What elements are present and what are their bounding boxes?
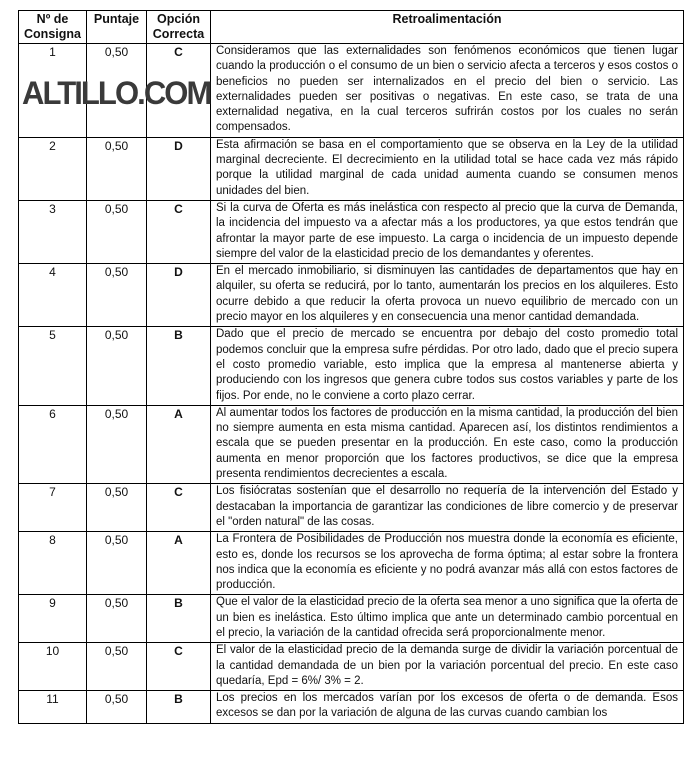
table-header — [19, 11, 684, 44]
correct-option-cell: D — [147, 137, 211, 200]
feedback-cell: Los fisiócratas sostenían que el desarrollo no requería de la intervención del Estado y destacaban la importancia de garantizar las condiciones de libre comercio y de preservar el "orden natural" de las cosas. — [211, 484, 684, 532]
feedback-cell: El valor de la elasticidad precio de la demanda surge de dividir la variación porcentual de la cantidad demandada de un bien por la variación porcentual del precio. En este caso quedaría, Epd = 6%/ 3% = 2. — [211, 643, 684, 691]
correct-option-cell: C — [147, 643, 211, 691]
score-cell: 0,50 — [87, 532, 147, 595]
correct-option-cell: B — [147, 691, 211, 724]
score-cell: 0,50 — [87, 484, 147, 532]
consigna-number-cell: 3 — [19, 200, 87, 263]
header-row — [19, 11, 684, 44]
exam-feedback-table — [18, 10, 684, 724]
table-row — [19, 595, 684, 643]
score-cell: 0,50 — [87, 200, 147, 263]
table-row — [19, 264, 684, 327]
table-row — [19, 532, 684, 595]
correct-option-cell: B — [147, 595, 211, 643]
consigna-number-cell: 1 — [19, 44, 87, 138]
feedback-cell: Consideramos que las externalidades son fenómenos económicos que tienen lugar cuando la producción o el consumo de un bien o servicio afecta a terceros y esos costos o beneficios no pueden ser internalizados en el precio del bien o servicio. Las externalidades pueden ser positivas o negativas. En este caso, se trata de una externalidad negativa, en la cual terceros sufrirán costos por los cuales no serán compensados. — [211, 44, 684, 138]
consigna-number-cell: 9 — [19, 595, 87, 643]
score-cell: 0,50 — [87, 44, 147, 138]
correct-option-cell: C — [147, 200, 211, 263]
correct-option-cell: A — [147, 405, 211, 483]
column-header-puntaje: Puntaje — [87, 11, 147, 44]
feedback-cell: En el mercado inmobiliario, si disminuyen las cantidades de departamentos que hay en alquiler, su oferta se reducirá, por lo tanto, aumentarán los precios en los alquileres. Esto ocurre debido a que reducir la oferta provoca un nuevo equilibrio de mercado con un precio mayor en los alquileres y en consecuencia una menor cantidad demandada. — [211, 264, 684, 327]
correct-option-cell: D — [147, 264, 211, 327]
consigna-number-cell: 7 — [19, 484, 87, 532]
score-cell: 0,50 — [87, 643, 147, 691]
score-cell: 0,50 — [87, 264, 147, 327]
score-cell: 0,50 — [87, 405, 147, 483]
feedback-cell: Que el valor de la elasticidad precio de la oferta sea menor a uno significa que la oferta de un bien es inelástica. Esto último implica que ante un determinado cambio porcentual en el precio, la variación de la cantidad ofrecida será proporcionalmente menor. — [211, 595, 684, 643]
consigna-number-cell: 5 — [19, 327, 87, 405]
correct-option-cell: B — [147, 327, 211, 405]
table-row — [19, 44, 684, 138]
consigna-number-cell: 2 — [19, 137, 87, 200]
correct-option-cell: C — [147, 44, 211, 138]
table-body — [19, 44, 684, 724]
column-header-consigna: Nº de Consigna — [19, 11, 87, 44]
feedback-cell: Al aumentar todos los factores de producción en la misma cantidad, la producción del bien no siempre aumenta en esta misma cantidad. Aparecen así, los distintos rendimientos a escala que se pueden presentar en la producción. En este caso, como la producción aumenta en menor proporción que los factores productivos, se dice que la empresa presenta rendimientos decrecientes a escala. — [211, 405, 684, 483]
altillo-watermark: ALTILLO.COM — [22, 75, 211, 111]
feedback-cell: Esta afirmación se basa en el comportamiento que se observa en la Ley de la utilidad marginal decreciente. El decrecimiento en la utilidad total se hace cada vez más rápido porque la utilidad marginal de cada unidad aumenta cuando se consumen menos unidades del bien. — [211, 137, 684, 200]
table-row — [19, 200, 684, 263]
score-cell: 0,50 — [87, 691, 147, 724]
consigna-number-cell: 6 — [19, 405, 87, 483]
column-header-retroalimentacion: Retroalimentación — [211, 11, 684, 44]
table-row — [19, 327, 684, 405]
table-row — [19, 484, 684, 532]
table-row — [19, 691, 684, 724]
score-cell: 0,50 — [87, 595, 147, 643]
correct-option-cell: C — [147, 484, 211, 532]
feedback-cell: Si la curva de Oferta es más inelástica con respecto al precio que la curva de Demanda, la incidencia del impuesto va a afectar más a los productores, ya que estos tendrán que afrontar la mayor parte de ese impuesto. La carga o incidencia de un impuesto depende siempre del valor de la elasticidad precio de los demandantes y oferentes. — [211, 200, 684, 263]
table-row — [19, 405, 684, 483]
correct-option-cell: A — [147, 532, 211, 595]
consigna-number-cell: 11 — [19, 691, 87, 724]
feedback-cell: La Frontera de Posibilidades de Producción nos muestra donde la economía es eficiente, esto es, donde los recursos se los aprovecha de forma óptima; al estar sobre la frontera nos indica que la economía es eficiente y no podrá avanzar más allá con estos factores de producción. — [211, 532, 684, 595]
score-cell: 0,50 — [87, 327, 147, 405]
feedback-cell: Los precios en los mercados varían por los excesos de oferta o de demanda. Esos excesos se dan por la variación de alguna de las curvas cuando cambian los — [211, 691, 684, 724]
column-header-opcion-correcta: Opción Correcta — [147, 11, 211, 44]
consigna-number-cell: 4 — [19, 264, 87, 327]
feedback-cell: Dado que el precio de mercado se encuentra por debajo del costo promedio total podemos concluir que la empresa sufre pérdidas. Por otro lado, dado que el precio supera el costo promedio variable, esto implica que la empresa al mantenerse abierta y produciendo con los ingresos que genera cubre todos sus costos variables y parte de los fijos. Por ende, no le conviene a corto plazo cerrar. — [211, 327, 684, 405]
consigna-number-cell: 8 — [19, 532, 87, 595]
table-row — [19, 137, 684, 200]
score-cell: 0,50 — [87, 137, 147, 200]
consigna-number-cell: 10 — [19, 643, 87, 691]
table-row — [19, 643, 684, 691]
